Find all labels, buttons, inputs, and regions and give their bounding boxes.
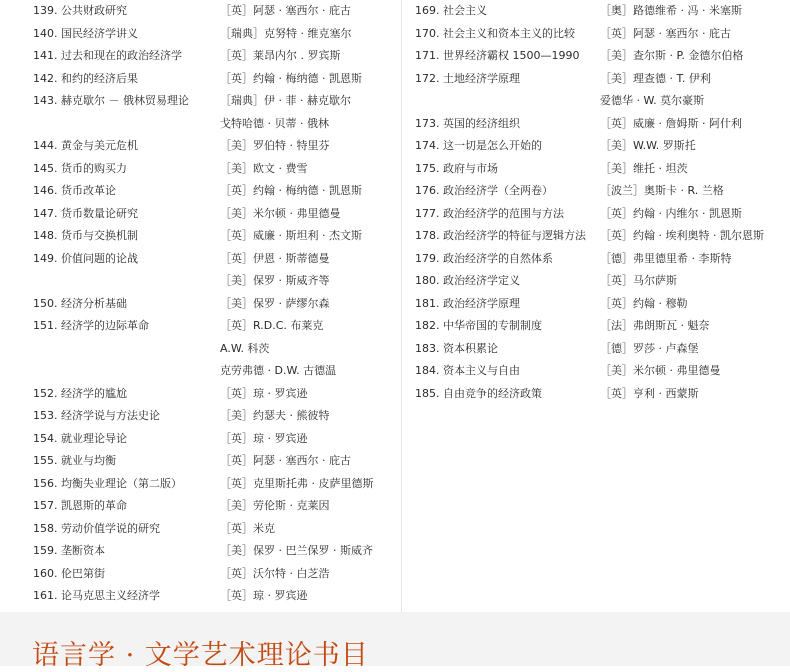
book-author: ［美］保罗 · 萨缪尔森 <box>220 296 330 310</box>
book-entry <box>0 113 395 136</box>
book-entry <box>407 360 790 383</box>
book-entry <box>0 203 395 226</box>
book-author: ［英］约翰 · 梅纳德 · 凯恩斯 <box>220 71 362 85</box>
book-entry <box>407 45 790 68</box>
book-author: 戈特哈德 · 贝蒂 · 俄林 <box>220 116 329 130</box>
book-author: ［英］约翰 · 内维尔 · 凯恩斯 <box>600 206 742 220</box>
book-title: 170. 社会主义和资本主义的比较 <box>415 26 575 40</box>
book-entry <box>0 135 395 158</box>
book-entry <box>0 0 395 23</box>
book-title: 185. 自由竞争的经济政策 <box>415 386 542 400</box>
book-title: 179. 政治经济学的自然体系 <box>415 251 553 265</box>
book-author: ［英］琼 · 罗宾逊 <box>220 589 308 602</box>
book-author: ［美］罗伯特 · 特里芬 <box>220 139 330 152</box>
book-title: 145. 货币的购买力 <box>33 161 127 175</box>
book-author: 爱德华 · W. 莫尔豪斯 <box>600 94 705 107</box>
book-title: 147. 货币数量论研究 <box>33 206 138 220</box>
book-title: 155. 就业与均衡 <box>33 454 116 467</box>
book-entry <box>407 315 790 338</box>
book-author: ［美］米尔顿 · 弗里德曼 <box>220 206 341 220</box>
book-entry <box>0 158 395 181</box>
book-entry <box>0 360 395 383</box>
book-title: 153. 经济学说与方法史论 <box>33 409 160 422</box>
book-author: ［英］阿瑟 · 塞西尔 · 庇古 <box>220 454 351 467</box>
book-author: ［美］查尔斯 · P. 金德尔伯格 <box>600 49 744 62</box>
book-title: 159. 垄断资本 <box>33 544 105 557</box>
book-entry <box>407 158 790 181</box>
book-author: ［美］保罗 · 巴兰保罗 · 斯威齐 <box>220 544 373 557</box>
book-author: ［瑞典］伊 · 菲 · 赫克歇尔 <box>220 94 351 107</box>
book-title: 140. 国民经济学讲义 <box>33 26 138 40</box>
book-entry <box>407 180 790 203</box>
book-author: A.W. 科茨 <box>220 341 270 355</box>
book-title: 151. 经济学的边际革命 <box>33 319 149 332</box>
book-entry <box>407 203 790 226</box>
book-entry <box>407 338 790 361</box>
book-entry <box>407 248 790 271</box>
book-author: ［美］W.W. 罗斯托 <box>600 139 696 152</box>
book-title: 160. 伦巴第街 <box>33 566 105 580</box>
book-author: ［英］琼 · 罗宾逊 <box>220 431 308 445</box>
book-entry <box>0 428 395 451</box>
book-entry <box>407 225 790 248</box>
book-title: 172. 土地经济学原理 <box>415 71 520 85</box>
book-title: 152. 经济学的尴尬 <box>33 386 127 400</box>
book-title: 146. 货币改革论 <box>33 184 116 197</box>
book-entry <box>407 23 790 46</box>
column-divider <box>401 0 402 612</box>
book-title: 142. 和约的经济后果 <box>33 71 138 85</box>
book-entry <box>407 135 790 158</box>
book-title: 175. 政府与市场 <box>415 161 498 175</box>
book-title: 156. 均衡失业理论（第二版） <box>33 476 182 490</box>
book-entry <box>0 23 395 46</box>
book-title: 158. 劳动价值学说的研究 <box>33 521 160 535</box>
book-title: 169. 社会主义 <box>415 4 487 17</box>
book-title: 181. 政治经济学原理 <box>415 296 520 310</box>
book-author: ［英］R.D.C. 布莱克 <box>220 319 324 332</box>
book-entry <box>0 45 395 68</box>
book-entry <box>0 495 395 518</box>
book-author: ［法］弗朗斯瓦 · 魁奈 <box>600 319 710 332</box>
book-entry <box>0 315 395 338</box>
book-title: 150. 经济分析基础 <box>33 296 127 310</box>
book-entry <box>407 113 790 136</box>
book-entry <box>0 450 395 473</box>
book-author: ［美］维托 · 坦茨 <box>600 161 688 175</box>
book-entry <box>0 563 395 586</box>
book-title: 180. 政治经济学定义 <box>415 274 520 287</box>
book-author: ［英］莱昂内尔 . 罗宾斯 <box>220 49 341 62</box>
book-entry <box>0 248 395 271</box>
book-author: ［英］沃尔特 · 白芝浩 <box>220 566 330 580</box>
book-author: ［英］约翰 · 埃利奥特 · 凯尔恩斯 <box>600 229 764 242</box>
book-author: ［英］威廉 · 詹姆斯 · 阿什利 <box>600 116 742 130</box>
book-entry <box>407 68 790 91</box>
book-title: 184. 资本主义与自由 <box>415 364 520 377</box>
book-title: 149. 价值问题的论战 <box>33 251 138 265</box>
book-author: ［英］伊恩 · 斯蒂德曼 <box>220 251 330 265</box>
book-title: 161. 论马克思主义经济学 <box>33 589 160 602</box>
book-author: ［英］琼 · 罗宾逊 <box>220 386 308 400</box>
book-entry <box>0 68 395 91</box>
book-title: 182. 中华帝国的专制制度 <box>415 319 542 332</box>
book-entry <box>0 585 395 608</box>
book-author: ［美］欧文 · 费雪 <box>220 161 308 175</box>
book-entry <box>0 225 395 248</box>
book-entry <box>407 383 790 406</box>
book-title: 177. 政治经济学的范围与方法 <box>415 206 564 220</box>
book-title: 183. 资本积累论 <box>415 341 498 355</box>
book-entry <box>0 405 395 428</box>
book-title: 173. 英国的经济组织 <box>415 116 520 130</box>
book-entry <box>0 90 395 113</box>
book-title: 143. 赫克歇尔 － 俄林贸易理论 <box>33 94 189 107</box>
book-author: ［美］理查德 · T. 伊利 <box>600 71 711 85</box>
book-title: 144. 黄金与美元危机 <box>33 139 138 152</box>
book-author: ［美］劳伦斯 · 克莱因 <box>220 499 330 512</box>
book-title: 176. 政治经济学（全两卷） <box>415 184 553 197</box>
book-title: 148. 货币与交换机制 <box>33 229 138 242</box>
book-author: ［德］罗莎 · 卢森堡 <box>600 341 699 355</box>
book-author: ［德］弗里德里希 · 李斯特 <box>600 251 732 265</box>
book-title: 141. 过去和现在的政治经济学 <box>33 49 182 62</box>
book-author: ［瑞典］克努特 · 维克塞尔 <box>220 26 352 40</box>
book-title: 178. 政治经济学的特征与逻辑方法 <box>415 229 586 242</box>
book-author: ［英］约翰 · 梅纳德 · 凯恩斯 <box>220 184 362 197</box>
book-entry <box>407 0 790 23</box>
book-author: ［英］克里斯托弗 · 皮萨里德斯 <box>220 476 374 490</box>
book-author: ［美］保罗 · 斯威齐等 <box>220 274 330 287</box>
book-author: ［奥］路德维希 · 冯 · 米塞斯 <box>600 4 742 17</box>
book-title: 171. 世界经济霸权 1500—1990 <box>415 49 580 62</box>
book-entry <box>0 293 395 316</box>
book-author: ［英］亨利 · 西蒙斯 <box>600 386 699 400</box>
book-entry <box>0 518 395 541</box>
book-entry <box>0 270 395 293</box>
book-author: ［波兰］奥斯卡 · R. 兰格 <box>600 184 724 197</box>
book-entry <box>0 473 395 496</box>
book-entry <box>407 293 790 316</box>
book-title: 157. 凯恩斯的革命 <box>33 499 127 512</box>
book-author: ［美］米尔顿 · 弗里德曼 <box>600 364 721 377</box>
book-author: ［英］阿瑟 · 塞西尔 · 庇古 <box>600 26 731 40</box>
book-title: 174. 这一切是怎么开始的 <box>415 139 542 152</box>
book-author: ［英］米克 <box>220 521 275 535</box>
book-entry <box>0 338 395 361</box>
book-author: ［英］阿瑟 · 塞西尔 · 庇古 <box>220 4 351 17</box>
book-author: ［美］约瑟夫 · 熊彼特 <box>220 409 330 422</box>
book-entry <box>407 90 790 113</box>
book-list-left <box>0 0 395 608</box>
book-author: ［英］威廉 · 斯坦利 · 杰文斯 <box>220 229 362 242</box>
book-title: 154. 就业理论导论 <box>33 431 127 445</box>
book-title: 139. 公共财政研究 <box>33 4 127 17</box>
section-heading: 语言学 · 文学艺术理论书目 <box>32 640 369 671</box>
book-entry <box>407 270 790 293</box>
book-list-right <box>407 0 790 405</box>
book-entry <box>0 180 395 203</box>
book-entry <box>0 540 395 563</box>
book-author: ［英］马尔萨斯 <box>600 274 677 287</box>
book-entry <box>0 383 395 406</box>
book-author: 克劳弗德 · D.W. 古德温 <box>220 364 337 377</box>
book-author: ［英］约翰 · 穆勒 <box>600 296 688 310</box>
